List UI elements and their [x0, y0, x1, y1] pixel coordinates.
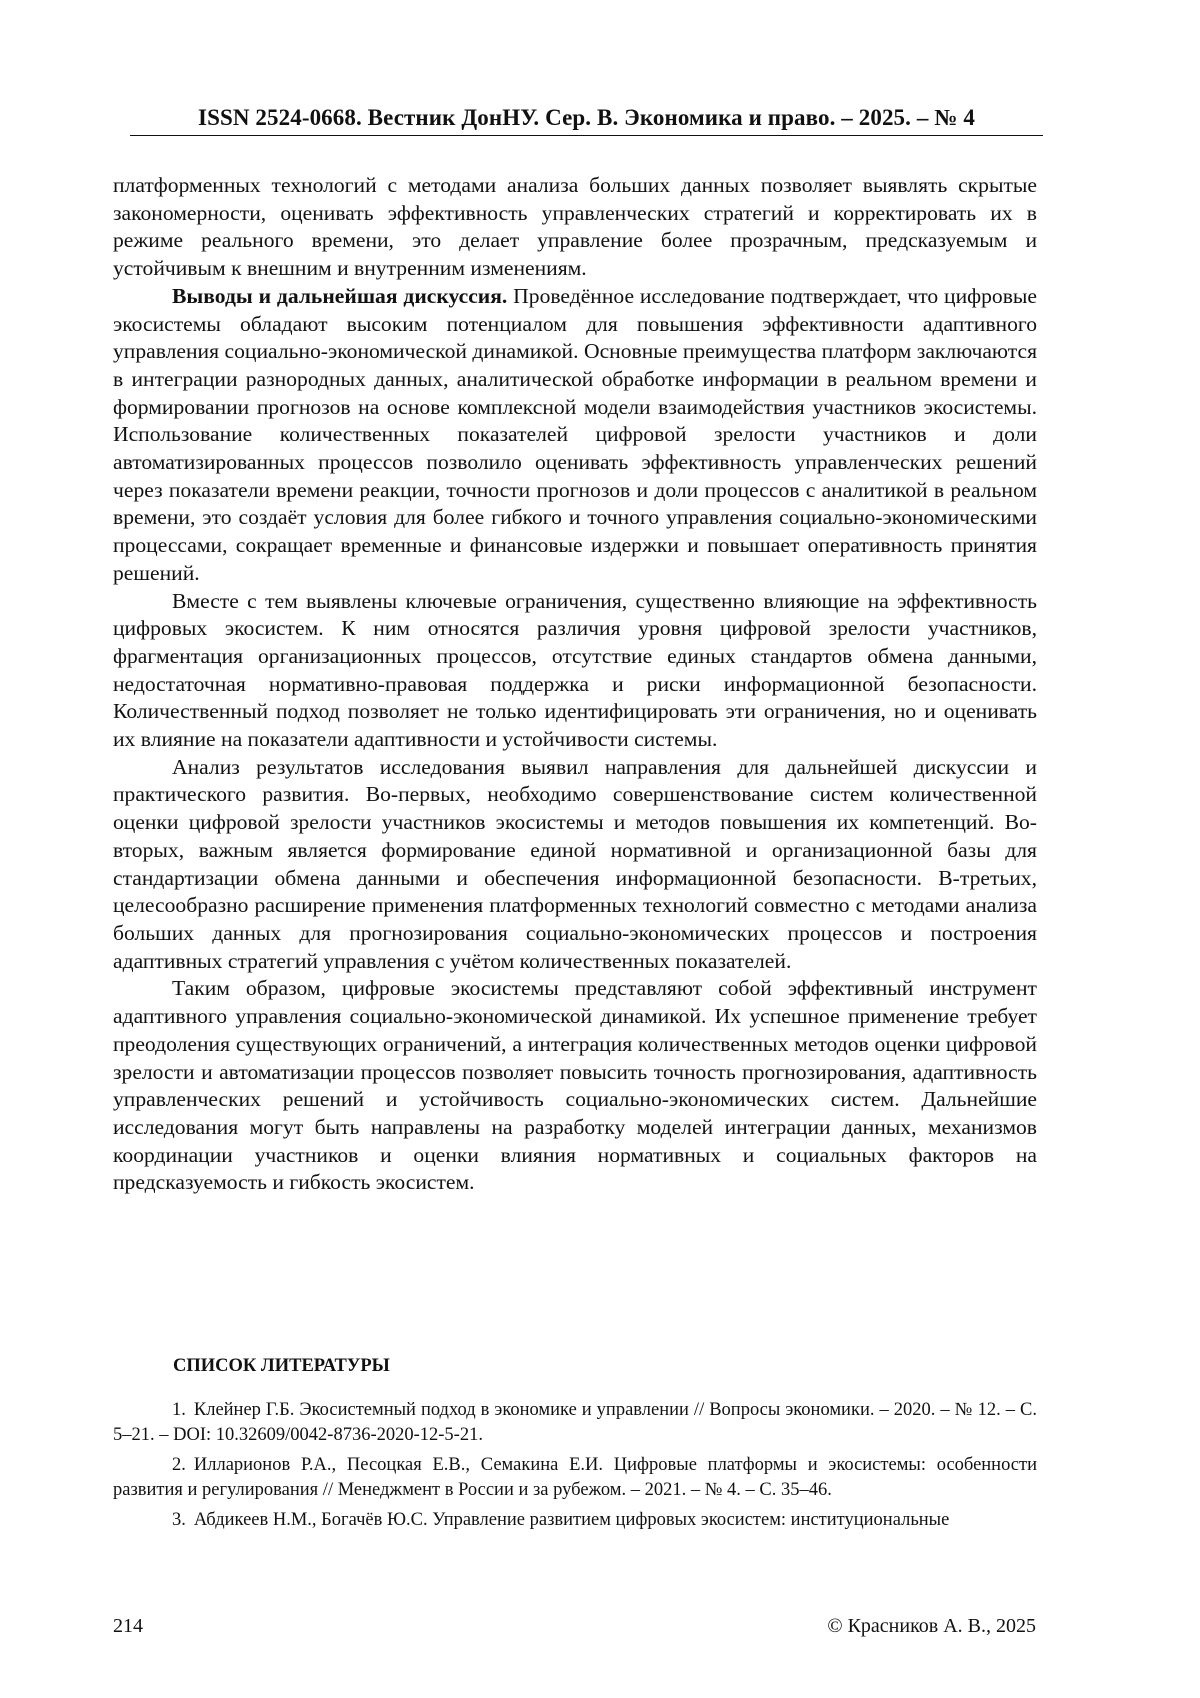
copyright-notice: © Красников А. В., 2025: [827, 1615, 1036, 1637]
page-number: 214: [113, 1615, 143, 1637]
reference-text: Абдикеев Н.М., Богачёв Ю.С. Управление развитием цифровых экосистем: институциональные: [193, 1510, 950, 1530]
reference-item: [113, 1453, 1037, 1503]
reference-item: [113, 1398, 1037, 1448]
paragraph-limitations: Вместе с тем выявлены ключевые ограничения, существенно влияющие на эффективность цифровых экосистем. К ним относятся различия уровня цифровой зрелости участников, фрагментация организационных процессов, отсутствие единых стандартов обмена данными, недостаточная нормативно-правовая поддержка и риски информационной безопасности. Количественный подход позволяет не только идентифицировать эти ограничения, но и оценивать их влияние на показатели адаптивности и устойчивости системы.: [113, 588, 1037, 752]
reference-number: 3.: [172, 1510, 186, 1530]
paragraph-directions: Анализ результатов исследования выявил направления для дальнейшей дискуссии и практического развития. Во-первых, необходимо совершенствование систем количественной оценки цифровой зрелости участников экосистемы и методов повышения их компетенций. Во-вторых, важным является формирование единой нормативной и организационной базы для стандартизации обмена данными и обеспечения информационной безопасности. В-третьих, целесообразно расширение применения платформенных технологий совместно с методами анализа больших данных для прогнозирования социально-экономических процессов и построения адаптивных стратегий управления с учётом количественных показателей.: [113, 754, 1037, 973]
paragraph-continued: платформенных технологий с методами анализа больших данных позволяет выявлять скрытые закономерности, оценивать эффективность управленческих стратегий и корректировать их в режиме реального времени, это делает управление более прозрачным, предсказуемым и устойчивым к внешним и внутренним изменениям.: [113, 173, 1037, 281]
section-lead-conclusions: Выводы и дальнейшая дискуссия.: [172, 283, 508, 308]
paragraph-summary: Таким образом, цифровые экосистемы представляют собой эффективный инструмент адаптивного управления социально-экономической динамикой. Их успешное применение требует преодоления существующих ограничений, а интеграция количественных методов оценки цифровой зрелости и автоматизации процессов позволяет повысить точность прогнозирования, адаптивность управленческих решений и устойчивость социально-экономических систем. Дальнейшие исследования могут быть направлены на разработку моделей интеграции данных, механизмов координации участников и оценки влияния нормативных и социальных факторов на предсказуемость и гибкость экосистем.: [113, 976, 1037, 1195]
reference-number: 1.: [172, 1400, 186, 1420]
reference-text: Илларионов Р.А., Песоцкая Е.В., Семакина Е.И. Цифровые платформы и экосистемы: особенности развития и регулирования // Менеджмент в России и за рубежом. – 2021. – № 4. – С. 35–46.: [113, 1455, 1037, 1500]
references-heading: СПИСОК ЛИТЕРАТУРЫ: [173, 1356, 390, 1376]
reference-text: Клейнер Г.Б. Экосистемный подход в экономике и управлении // Вопросы экономики. – 2020. – № 12. – С. 5–21. – DOI: 10.32609/0042-8736-2020-12-5-21.: [113, 1400, 1037, 1445]
article-body: [113, 172, 1037, 1197]
running-head: ISSN 2524-0668. Вестник ДонНУ. Сер. В. Экономика и право. – 2025. – № 4: [198, 105, 975, 130]
paragraph-conclusions-text: Проведённое исследование подтверждает, что цифровые экосистемы обладают высоким потенциалом для повышения эффективности адаптивного управления социально-экономической динамикой. Основные преимущества платформ заключаются в интеграции разнородных данных, аналитической обработке информации в реальном времени и формировании прогнозов на основе комплексной модели взаимодействия участников экосистемы. Использование количественных показателей цифровой зрелости участников и доли автоматизированных процессов позволило оценивать эффективность управленческих решений через показатели времени реакции, точности прогнозов и доли процессов с аналитикой в реальном времени, это создаёт условия для более гибкого и точного управления социально-экономическими процессами, сокращает временные и финансовые издержки и повышает оперативность принятия решений.: [113, 283, 1037, 585]
references-list: [113, 1398, 1037, 1538]
paragraph-conclusions: [113, 283, 1037, 588]
header-rule: [130, 135, 1043, 136]
reference-number: 2.: [172, 1455, 186, 1475]
reference-item: [113, 1508, 1037, 1533]
